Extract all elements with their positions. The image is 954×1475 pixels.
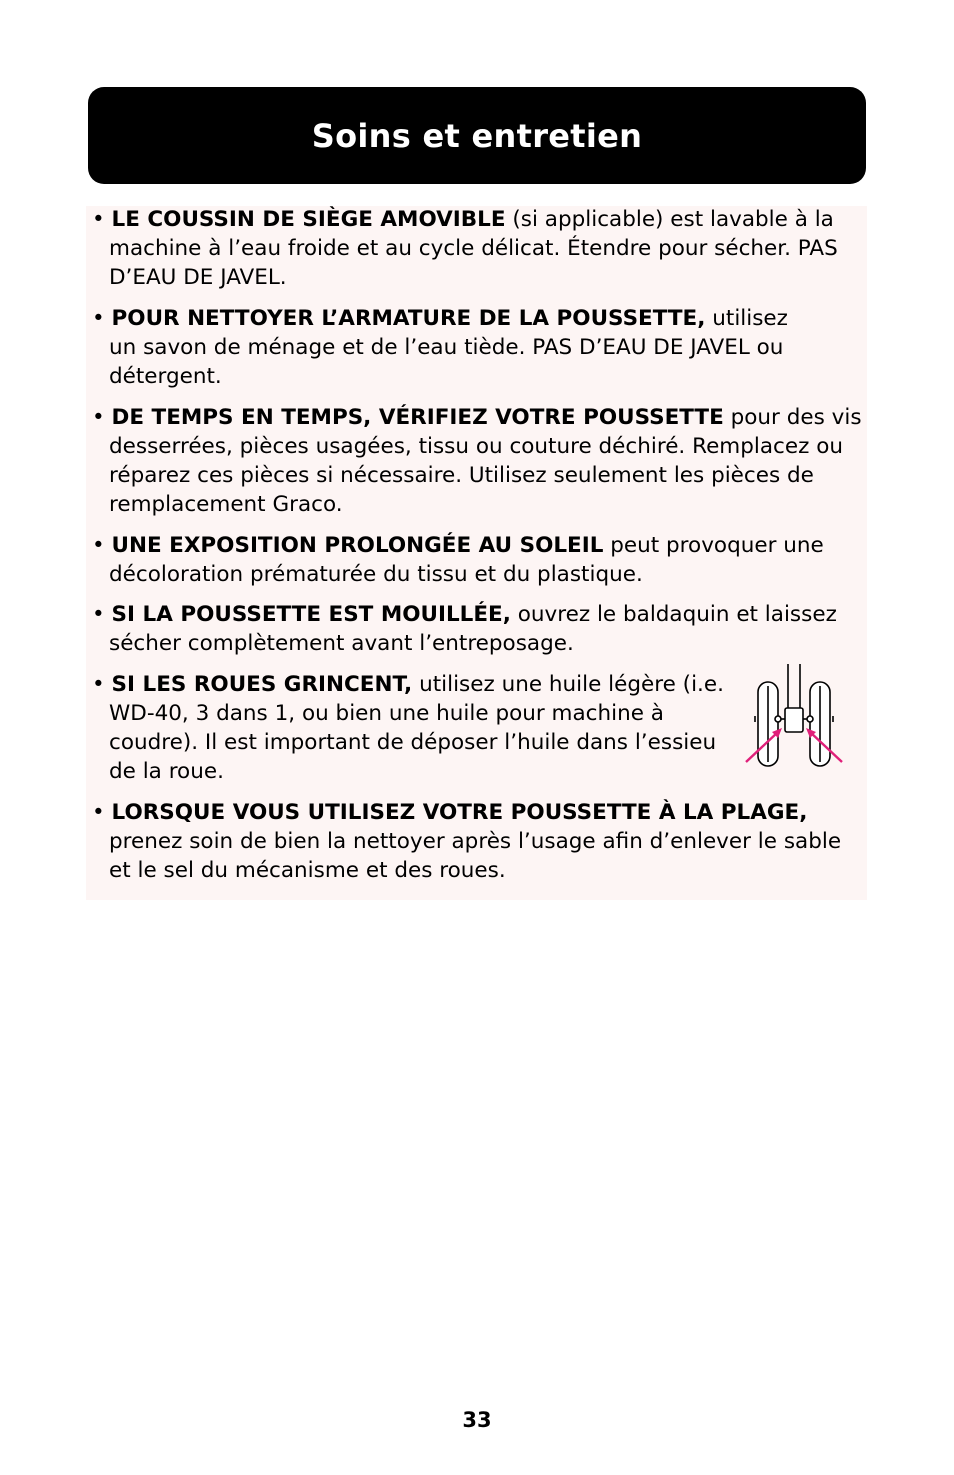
bullet: • bbox=[92, 602, 105, 627]
item-text: machine à l’eau froide et au cycle délicat. Étendre pour sécher. PAS bbox=[109, 236, 838, 261]
page-number: 33 bbox=[462, 1408, 492, 1432]
item-heading: LE COUSSIN DE SIÈGE AMOVIBLE bbox=[111, 207, 506, 232]
bullet: • bbox=[92, 405, 105, 430]
item-heading: UNE EXPOSITION PROLONGÉE AU SOLEIL bbox=[111, 533, 604, 558]
item-text: peut provoquer une bbox=[603, 533, 824, 558]
care-item-frame-cleaning bbox=[92, 304, 788, 391]
care-item-squeaky-wheels bbox=[92, 670, 724, 786]
care-item-beach-use bbox=[92, 798, 841, 885]
item-text: de la roue. bbox=[109, 759, 224, 784]
item-text: sécher complètement avant l’entreposage. bbox=[109, 631, 574, 656]
page-title: Soins et entretien bbox=[311, 116, 643, 155]
care-item-wet-stroller bbox=[92, 600, 837, 658]
item-heading: SI LA POUSSETTE EST MOUILLÉE, bbox=[111, 602, 511, 627]
item-heading: DE TEMPS EN TEMPS, VÉRIFIEZ VOTRE POUSSETTE bbox=[111, 405, 724, 430]
title-bar bbox=[88, 87, 866, 184]
bullet: • bbox=[92, 533, 105, 558]
item-text: utilisez une huile légère (i.e. bbox=[412, 672, 724, 697]
item-text: ouvrez le baldaquin et laissez bbox=[510, 602, 837, 627]
stroller-wheels-oil-icon bbox=[742, 662, 844, 768]
item-text: et le sel du mécanisme et des roues. bbox=[109, 858, 506, 883]
item-text: WD-40, 3 dans 1, ou bien une huile pour machine à bbox=[109, 701, 664, 726]
item-heading: POUR NETTOYER L’ARMATURE DE LA POUSSETTE, bbox=[111, 306, 706, 331]
bullet: • bbox=[92, 207, 105, 232]
item-text: desserrées, pièces usagées, tissu ou couture déchiré. Remplacez ou bbox=[109, 434, 843, 459]
item-text: (si applicable) est lavable à la bbox=[505, 207, 834, 232]
care-item-seat-cushion bbox=[92, 205, 838, 292]
item-text: coudre). Il est important de déposer l’huile dans l’essieu bbox=[109, 730, 717, 755]
bullet: • bbox=[92, 672, 105, 697]
item-text: réparez ces pièces si nécessaire. Utilisez seulement les pièces de bbox=[109, 463, 814, 488]
item-text: prenez soin de bien la nettoyer après l’usage afin d’enlever le sable bbox=[109, 829, 842, 854]
item-text: décoloration prématurée du tissu et du plastique. bbox=[109, 562, 643, 587]
item-heading: SI LES ROUES GRINCENT, bbox=[111, 672, 413, 697]
care-item-sun-exposure bbox=[92, 531, 824, 589]
item-text: un savon de ménage et de l’eau tiède. PAS D’EAU DE JAVEL ou bbox=[109, 335, 784, 360]
item-heading: LORSQUE VOUS UTILISEZ VOTRE POUSSETTE À LA PLAGE, bbox=[111, 800, 808, 825]
care-item-periodic-check bbox=[92, 403, 862, 519]
item-text: détergent. bbox=[109, 364, 222, 389]
item-text: pour des vis bbox=[723, 405, 862, 430]
item-text: utilisez bbox=[705, 306, 788, 331]
bullet: • bbox=[92, 306, 105, 331]
item-text: remplacement Graco. bbox=[109, 492, 343, 517]
bullet: • bbox=[92, 800, 105, 825]
item-text: D’EAU DE JAVEL. bbox=[109, 265, 287, 290]
